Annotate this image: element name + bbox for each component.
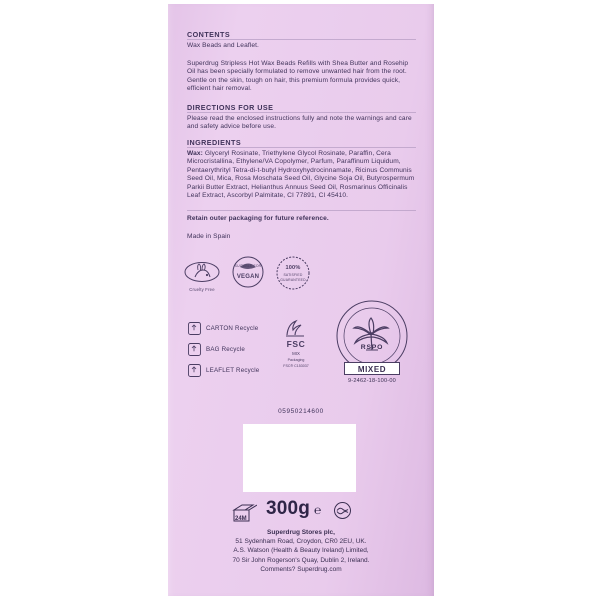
recycle-icon <box>188 322 201 335</box>
barcode-area <box>243 424 356 492</box>
period-after-opening-icon <box>229 500 257 526</box>
satisfaction-line3: GUARANTEED <box>280 278 306 282</box>
contents-heading: CONTENTS <box>187 30 231 39</box>
address-line-1: 51 Sydenham Road, Croydon, CR0 2EU, UK. <box>235 538 367 546</box>
address-line-3: 70 Sir John Rogerson's Quay, Dublin 2, Ireland. <box>232 556 370 564</box>
directions-heading: DIRECTIONS FOR USE <box>187 103 274 112</box>
manufacturer-address <box>168 528 434 574</box>
divider-retain <box>187 210 416 211</box>
vegan-label-main: VEGAN <box>236 274 260 280</box>
net-weight: 300g <box>266 498 311 519</box>
fsc-line3: FSC® C153037 <box>283 364 309 368</box>
company-name: Superdrug Stores plc, <box>267 529 335 536</box>
fsc-mark: FSC <box>286 339 306 349</box>
satisfaction-line2: SATISFIED <box>283 273 303 277</box>
rspo-code: 9-2462-18-100-00 <box>348 378 396 384</box>
recycle-icon <box>188 364 201 377</box>
divider-contents <box>187 39 416 40</box>
retain-packaging-notice: Retain outer packaging for future reference. <box>187 215 329 222</box>
recycle-item-bag: BAG Recycle <box>206 346 245 353</box>
product-description: Superdrug Stripless Hot Wax Beads Refills with Shea Butter and Rosehip Oil has been specially formulated to remove unwanted hair from the root. Gentle on the skin, tough on hair, this premium formula provides quick, efficient hair removal. <box>187 60 409 93</box>
divider-directions <box>187 112 416 113</box>
ingredients-body <box>187 150 419 201</box>
ingredients-list: Glyceryl Rosinate, Triethylene Glycol Rosinate, Paraffin, Cera Microcristallina, Ethylene/VA Copolymer, Parfum, Paraffinum Liquidum, Pentaerythrityl Tetra-di-t-butyl Hydroxyhydrocinnamate, Ricinus Communis Seed Oil, Mica, Rosa Moschata Seed Oil, Glycine Soja Oil, Butyrospermum Parkii Butter Extract, Helianthus Annuus Seed Oil, Rosmarinus Officinalis Leaf Extract, Ascorbyl Palmitate, CI 77891, CI 45410. <box>187 150 415 200</box>
divider-ingredients <box>187 147 416 148</box>
rspo-mark: RSPO <box>360 344 384 351</box>
fsc-logo <box>276 318 316 380</box>
contact-line: Comments? Superdrug.com <box>260 565 342 573</box>
rspo-logo <box>330 298 414 396</box>
recycle-icon <box>188 343 201 356</box>
directions-body: Please read the enclosed instructions fully and note the warnings and care and safety advice before use. <box>187 115 412 131</box>
vegan-label-top: SUITABLE FOR <box>234 264 262 268</box>
vegan-logo <box>230 255 266 295</box>
contents-body: Wax Beads and Leaflet. <box>187 42 259 49</box>
address-line-2: A.S. Watson (Health & Beauty Ireland) Limited, <box>233 547 369 555</box>
e-mark: ℮ <box>314 503 322 517</box>
green-dot-icon <box>334 502 351 519</box>
satisfaction-line1: 100% <box>285 265 301 271</box>
ingredients-heading: INGREDIENTS <box>187 138 242 147</box>
country-of-origin: Made in Spain <box>187 233 231 240</box>
satisfaction-guarantee-logo <box>274 255 312 295</box>
recycle-item-leaflet: LEAFLET Recycle <box>206 367 260 374</box>
rspo-status-badge: MIXED <box>344 362 400 375</box>
pao-duration: 24M <box>235 516 247 522</box>
cruelty-free-label: Cruelty Free <box>189 287 215 292</box>
recycle-item-carton: CARTON Recycle <box>206 325 259 332</box>
fsc-line2: Packaging <box>287 358 305 362</box>
fsc-line1: MIX <box>292 351 300 356</box>
cruelty-free-logo <box>181 258 223 294</box>
product-code: 05950214600 <box>278 408 324 415</box>
back-of-pack-panel <box>168 4 434 596</box>
ingredients-prefix: Wax: <box>187 150 203 157</box>
